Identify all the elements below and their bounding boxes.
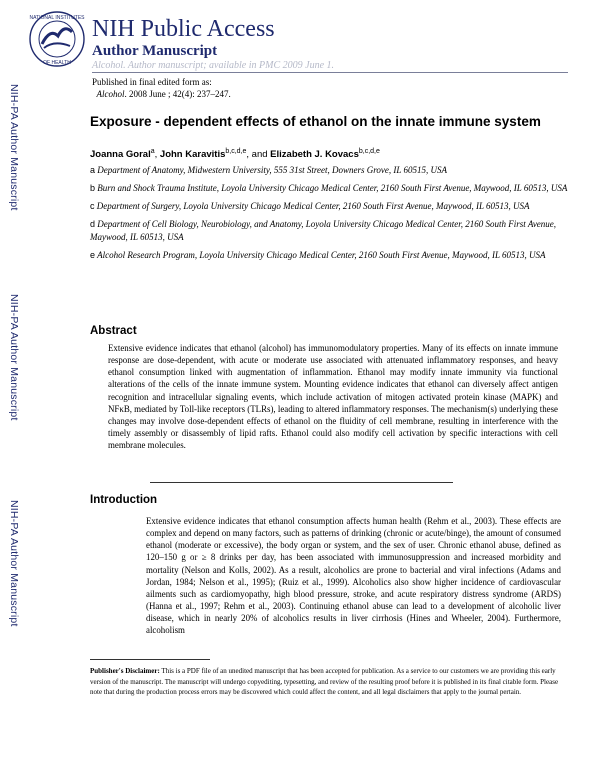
author-name: Elizabeth J. Kovacs	[270, 149, 359, 161]
affiliation-text: Department of Anatomy, Midwestern University, 555 31st Street, Downers Grove, IL 60515, USA	[97, 165, 447, 176]
affiliation	[90, 200, 570, 213]
published-label: Published in final edited form as:	[92, 77, 212, 87]
header-divider	[92, 72, 568, 73]
abstract-text: Extensive evidence indicates that ethanol (alcohol) has immunomodulatory properties. Many of its effects on innate immune response are dose-dependent, with acute or moderate use associated with attenuated inflammatory responses, and heavy ethanol consumption linked with augmentation of inflammation. Ethanol may modify innate immunity via functional alterations of the cells of the innate immune system. Mounting evidence indicates that ethanol can diversely affect antigen recognition and intracellular signaling events, which include activation of mitogen activated protein kinase (MAPK) and NFκB, mediated by Toll-like receptors (TLRs), leading to altered inflammatory responses. The mechanism(s) underlying these changes may involve dose-dependent effects of ethanol on the fluidity of cell membrane, resulting in interference with the timely assembly or disassembly of lipid rafts. Ethanol could also modify cell activation by specific interactions with cell membrane molecules.	[108, 343, 558, 451]
affiliation	[90, 164, 570, 177]
article-title: Exposure - dependent effects of ethanol on the innate immune system	[90, 114, 541, 129]
disclaimer-text: This is a PDF file of an unedited manuscript that has been accepted for publication. As a service to our customers we are providing this early version of the manuscript. The manuscript will undergo copyediting, typesetting, and review of the resulting proof before it is published in its final citable form. Please note that during the production process errors may be discovered which could affect the content, and all legal disclaimers that apply to the journal pertain.	[90, 667, 559, 696]
disclaimer-label: Publisher's Disclaimer:	[90, 667, 160, 675]
svg-text:OF HEALTH: OF HEALTH	[43, 60, 71, 66]
author-list	[90, 146, 570, 161]
affiliation-text: Department of Cell Biology, Neurobiology, and Anatomy, Loyola University Chicago Medical Center, 2160 South First Avenue, Maywood, IL 60513, USA	[90, 219, 557, 243]
side-label-1: NIH-PA Author Manuscript	[8, 84, 20, 211]
introduction-text: Extensive evidence indicates that ethanol consumption affects human health (Rehm et al., 2003). These effects are complex and depend on many factors, such as patterns of drinking (chronic or acute/binge), the amount of consumed ethanol (moderate or excessive), the body organ or system, and the sex of user. Chronic ethanol abuse, defined as 120–150 g or ≥ 8 drinks per day, has been associated with immunosuppression and increased morbidity and mortality (Nelson and Kolls, 2002). As a result, alcoholics are prone to bacterial and viral infections (Adams and Jordan, 1984; Nelson et al., 1995); (Ruiz et al., 1999). Alcoholics also show higher incidence of cardiovascular ailments such as cardiomyopathy, high blood pressure, stroke, and acute respiratory distress syndrome (ARDS) (Hanna et al., 1997; Rehm et al., 2003). Continuing ethanol abuse can lead to a development of alcoholic liver disease, which in nearly 20% of alcoholics results in liver cirrhosis (Hines and Wheeler, 2004). Furthermore, alcoholism	[146, 516, 561, 636]
author-name: Joanna Goral	[90, 149, 151, 161]
affiliation-letter: b	[90, 183, 96, 194]
affiliation-letter: a	[90, 165, 96, 176]
article-front-matter	[90, 112, 570, 262]
footnote-divider	[90, 659, 210, 660]
citation-details: . 2008 June ; 42(4): 237–247.	[124, 89, 231, 99]
author-name: John Karavitis	[159, 149, 226, 161]
author-affiliation-mark: b,c,d,e	[225, 148, 247, 155]
publisher-disclaimer	[90, 666, 570, 698]
affiliation-letter: c	[90, 201, 95, 212]
affiliation-text: Burn and Shock Trauma Institute, Loyola University Chicago Medical Center, 2160 South First Avenue, Maywood, IL 60513, USA	[97, 183, 568, 194]
affiliation-text: Alcohol Research Program, Loyola University Chicago Medical Center, 2160 South First Avenue, Maywood, IL 60513, USA	[97, 250, 546, 261]
author-manuscript-label: Author Manuscript	[92, 43, 218, 59]
author-separator: ,	[154, 149, 160, 161]
publication-info	[92, 76, 231, 100]
author-affiliation-mark: b,c,d,e	[358, 148, 380, 155]
author-affiliation-mark: a	[150, 148, 155, 155]
availability-note: Alcohol. Author manuscript; available in PMC 2009 June 1.	[92, 60, 335, 71]
journal-name: Alcohol	[96, 89, 125, 99]
author-separator: , and	[246, 149, 271, 161]
nih-hhs-seal-icon	[28, 10, 86, 68]
abstract-divider	[150, 482, 453, 483]
affiliation	[90, 182, 570, 195]
nih-header	[28, 10, 568, 72]
citation	[92, 88, 231, 100]
svg-text:NATIONAL INSTITUTES: NATIONAL INSTITUTES	[29, 15, 85, 21]
affiliation-letter: e	[90, 250, 96, 261]
affiliation	[90, 218, 570, 244]
side-label-2: NIH-PA Author Manuscript	[8, 294, 20, 421]
affiliation-text: Department of Surgery, Loyola University Chicago Medical Center, 2160 South First Avenue, Maywood, IL 60513, USA	[96, 201, 530, 212]
side-label-3: NIH-PA Author Manuscript	[8, 500, 20, 627]
nih-public-access-title: NIH Public Access	[92, 16, 275, 42]
introduction-heading: Introduction	[90, 494, 158, 506]
abstract-heading: Abstract	[90, 325, 137, 337]
affiliation	[90, 249, 570, 262]
affiliation-letter: d	[90, 219, 96, 230]
